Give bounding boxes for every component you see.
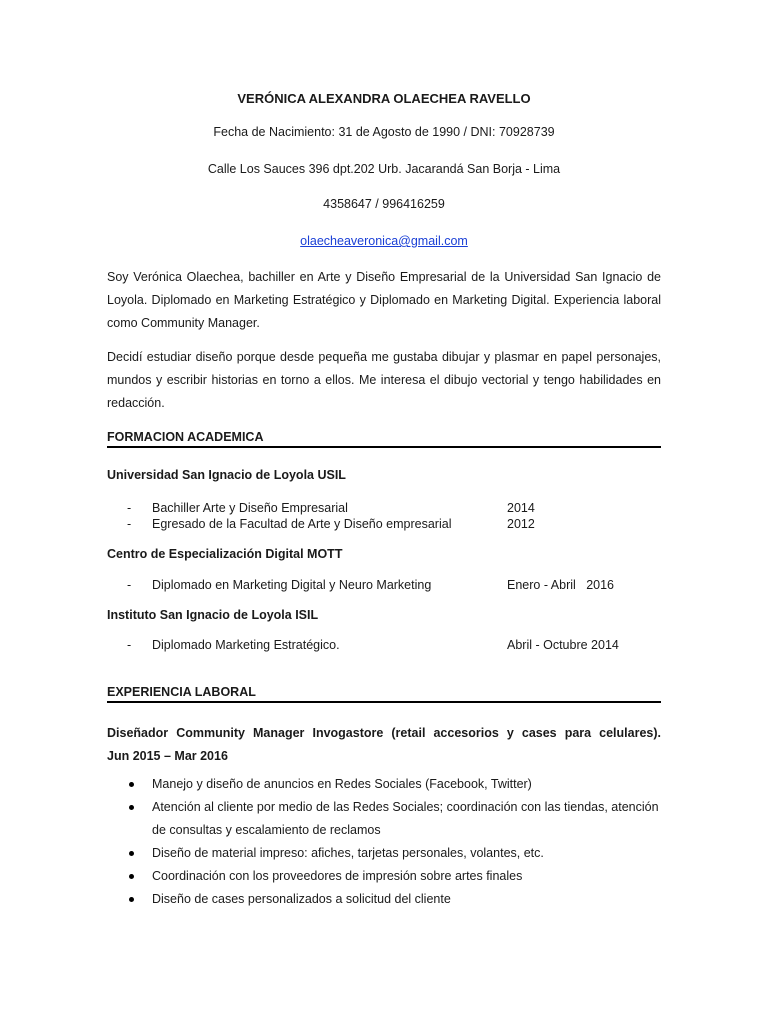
candidate-name: VERÓNICA ALEXANDRA OLAECHEA RAVELLO bbox=[237, 91, 531, 106]
list-item bbox=[107, 796, 661, 842]
education-item bbox=[107, 578, 661, 594]
experience-heading: EXPERIENCIA LABORAL bbox=[107, 685, 661, 703]
institution-usil: Universidad San Ignacio de Loyola USIL bbox=[107, 468, 346, 482]
list-item bbox=[107, 888, 661, 911]
job-header bbox=[107, 722, 661, 768]
education-item-date: Abril - Octubre 2014 bbox=[507, 638, 619, 652]
bullet-dot-icon bbox=[129, 805, 134, 810]
education-item bbox=[107, 638, 661, 654]
list-item-text: Coordinación con los proveedores de impresión sobre artes finales bbox=[152, 869, 523, 883]
bullet-dot-icon bbox=[129, 897, 134, 902]
dash-bullet: - bbox=[127, 501, 132, 515]
education-item-title: Egresado de la Facultad de Arte y Diseño empresarial bbox=[152, 517, 452, 531]
education-item-date: Enero - Abril 2016 bbox=[507, 578, 615, 592]
education-heading: FORMACION ACADEMICA bbox=[107, 430, 661, 448]
education-item bbox=[107, 501, 661, 517]
email-link[interactable]: olaecheaveronica@gmail.com bbox=[300, 234, 468, 248]
phone-line: 4358647 / 996416259 bbox=[323, 197, 445, 211]
bullet-dot-icon bbox=[129, 782, 134, 787]
list-item-text: Atención al cliente por medio de las Redes Sociales; coordinación con las tiendas, atención de consultas y escalamiento de reclamos bbox=[152, 800, 659, 837]
list-item bbox=[107, 865, 661, 888]
list-item-text: Diseño de cases personalizados a solicitud del cliente bbox=[152, 892, 451, 906]
education-item-date: 2012 bbox=[507, 517, 535, 531]
institution-mott: Centro de Especialización Digital MOTT bbox=[107, 547, 343, 561]
education-item-title: Diplomado Marketing Estratégico. bbox=[152, 638, 340, 652]
list-item bbox=[107, 842, 661, 865]
address-line: Calle Los Sauces 396 dpt.202 Urb. Jacarandá San Borja - Lima bbox=[207, 162, 561, 176]
list-item-text: Diseño de material impreso: afiches, tarjetas personales, volantes, etc. bbox=[152, 846, 544, 860]
education-item-title: Bachiller Arte y Diseño Empresarial bbox=[152, 501, 348, 515]
job-period: Jun 2015 – Mar 2016 bbox=[107, 749, 228, 763]
summary-paragraph-2: Decidí estudiar diseño porque desde pequeña me gustaba dibujar y plasmar en papel personajes, mundos y escribir historias en torno a ellos. Me interesa el dibujo vectorial y tengo habilidades en redacción. bbox=[107, 350, 661, 410]
dash-bullet: - bbox=[127, 517, 132, 531]
job-title: Diseñador Community Manager Invogastore (retail accesorios y cases para celulares). bbox=[107, 726, 661, 740]
bullet-dot-icon bbox=[129, 874, 134, 879]
list-item-text: Manejo y diseño de anuncios en Redes Sociales (Facebook, Twitter) bbox=[152, 777, 532, 791]
list-item bbox=[107, 773, 661, 796]
institution-isil: Instituto San Ignacio de Loyola ISIL bbox=[107, 608, 319, 622]
job-responsibilities bbox=[107, 773, 661, 911]
birth-and-id-line: Fecha de Nacimiento: 31 de Agosto de 1990 / DNI: 70928739 bbox=[213, 125, 555, 139]
email-line bbox=[0, 234, 768, 248]
bullet-dot-icon bbox=[129, 851, 134, 856]
education-item-date: 2014 bbox=[507, 501, 535, 515]
education-item-title: Diplomado en Marketing Digital y Neuro Marketing bbox=[152, 578, 432, 592]
summary-paragraph-1: Soy Verónica Olaechea, bachiller en Arte y Diseño Empresarial de la Universidad San Ignacio de Loyola. Diplomado en Marketing Estratégico y Diplomado en Marketing Digital. Experiencia laboral como Community Manager. bbox=[107, 270, 661, 330]
dash-bullet: - bbox=[127, 638, 132, 652]
dash-bullet: - bbox=[127, 578, 132, 592]
education-item bbox=[107, 517, 661, 533]
